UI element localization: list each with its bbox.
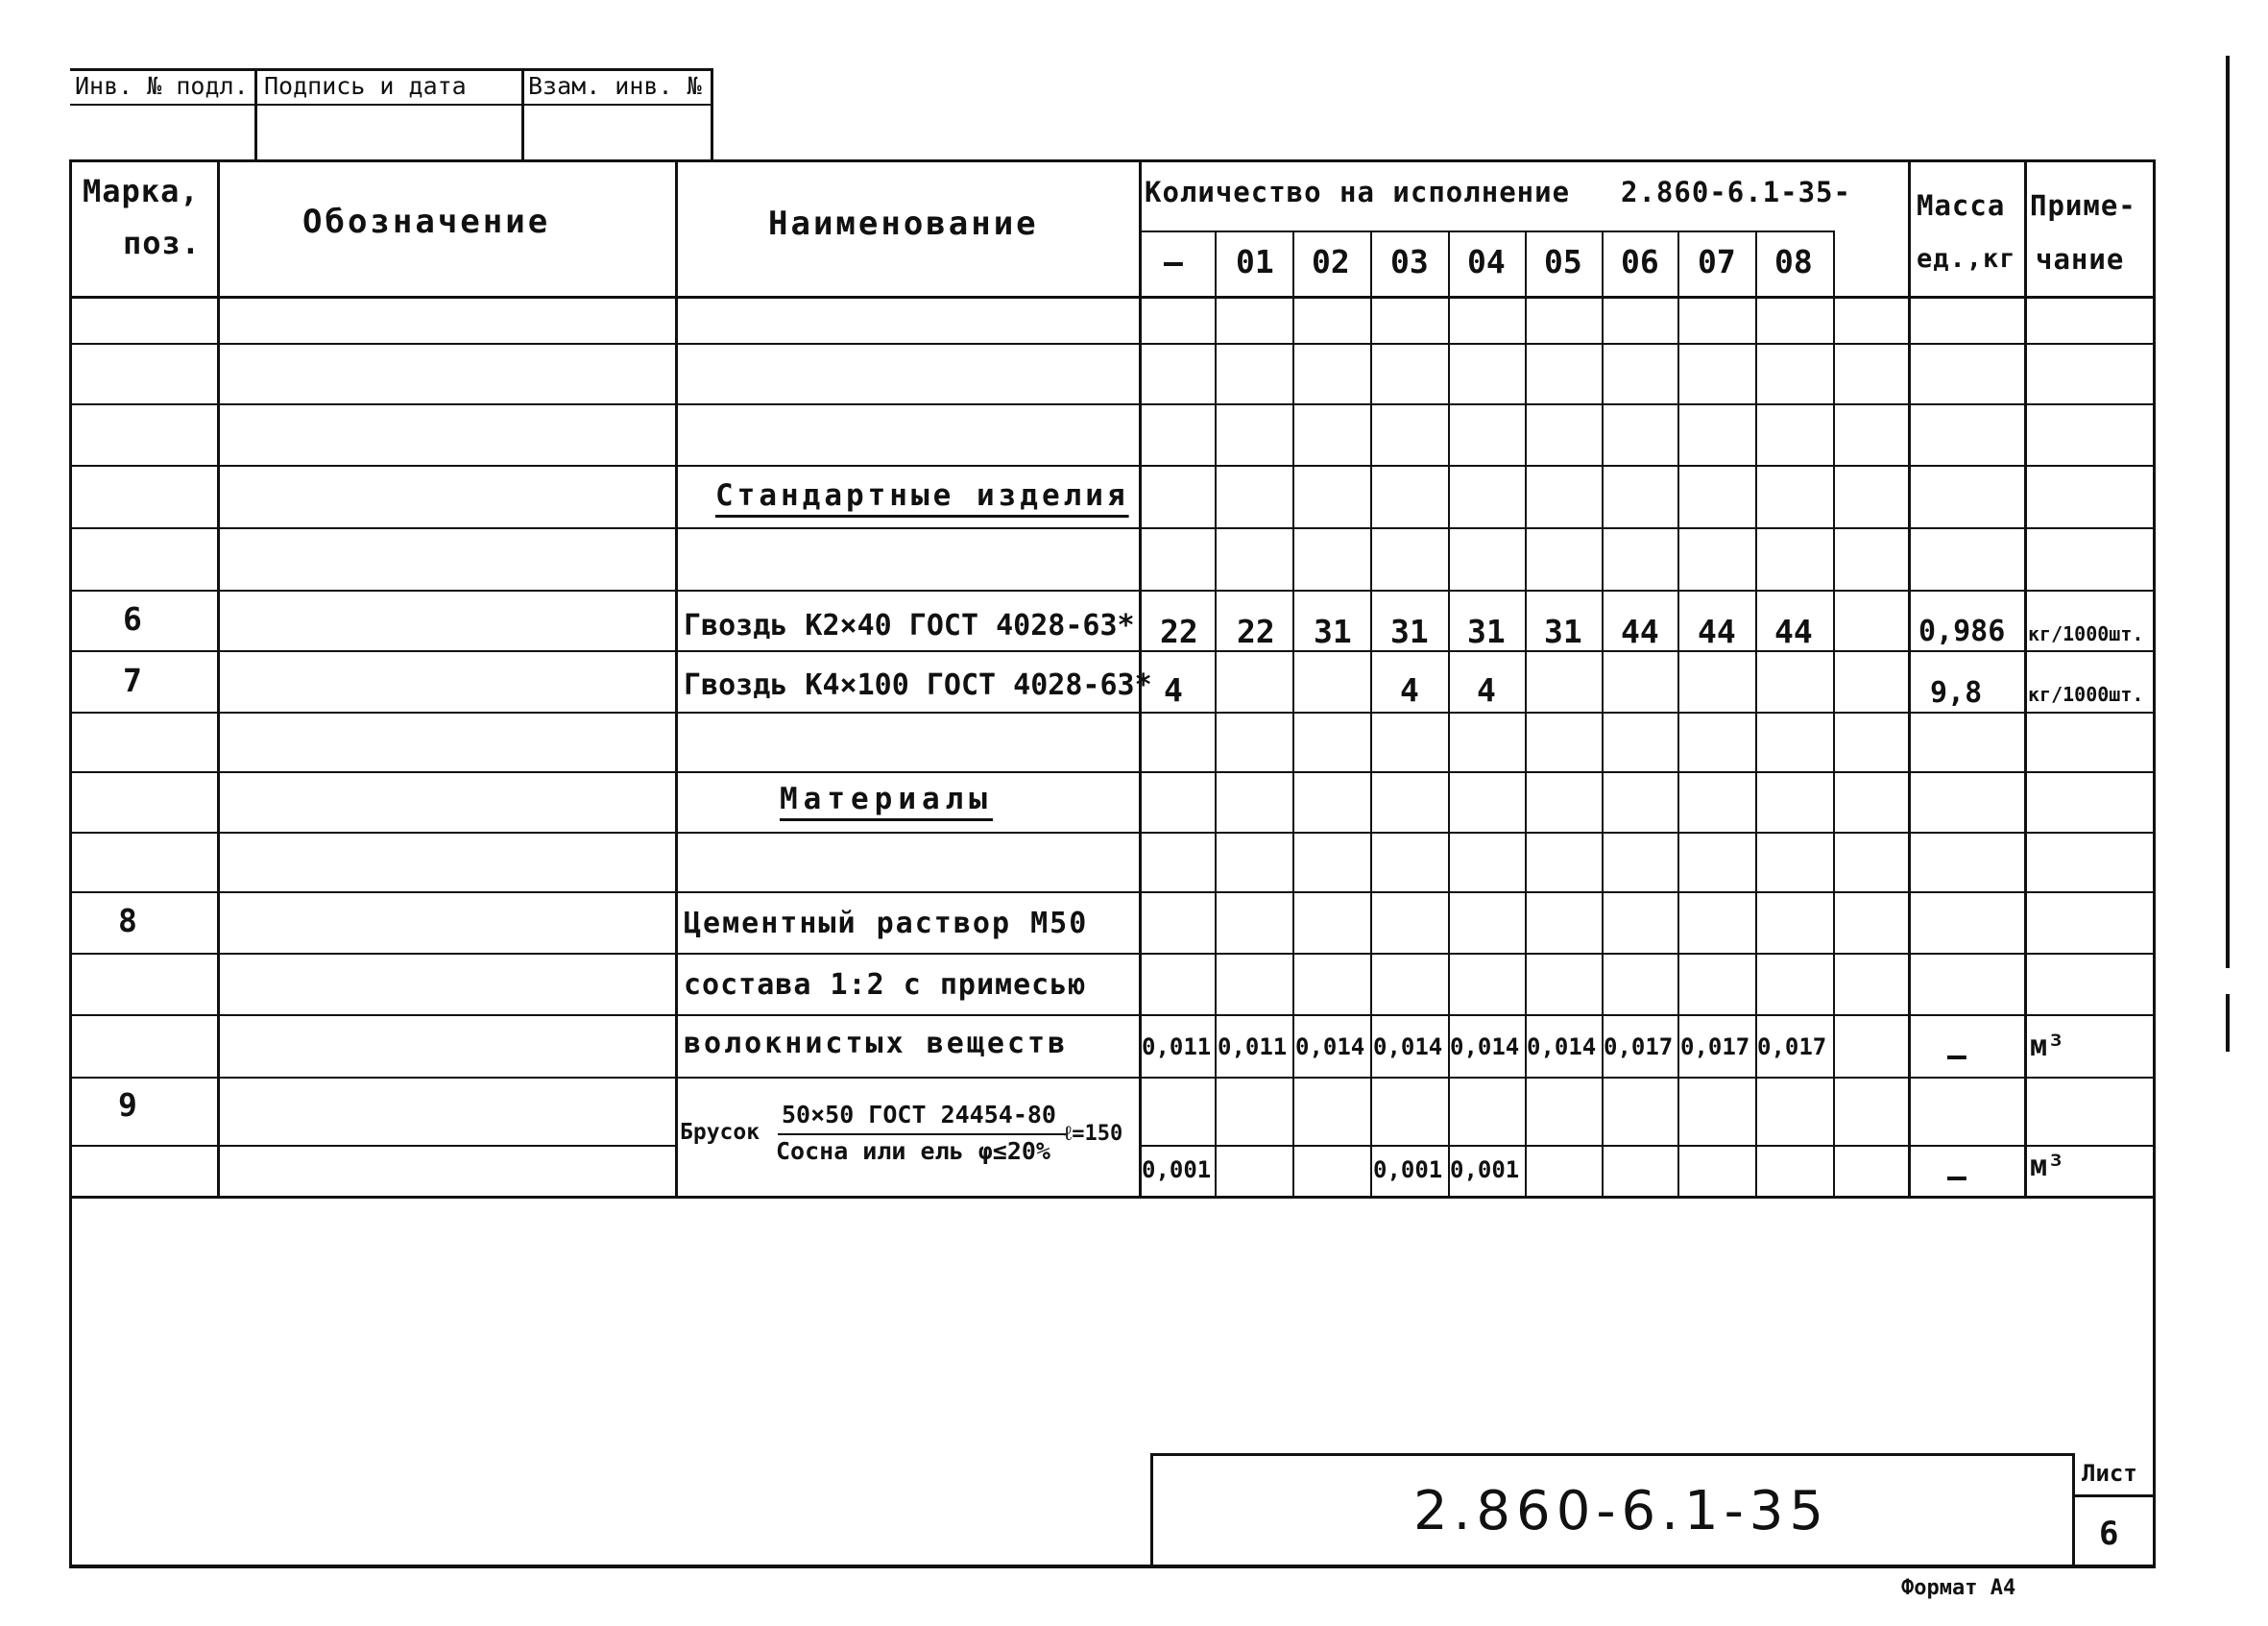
row9-numerator: 50×50 ГОСТ 24454-80 [782,1101,1056,1128]
row9-note: м³ [2030,1150,2065,1183]
row7-q: 4 [1164,671,1183,709]
row6-note: кг/1000шт. [2028,622,2144,645]
title-block-code: 2.860-6.1-35 [1413,1480,1830,1542]
row9-denominator: Сосна или ель φ≤20% [776,1137,1050,1165]
row8-mark: 8 [118,902,137,939]
variant-header: 07 [1698,243,1736,280]
header-ispolnenie-code: 2.860-6.1-35- [1621,176,1851,208]
row9-suffix: ℓ=150 [1064,1122,1123,1146]
header-oboznachenie: Обозначение [302,203,551,241]
row9-q: 0,001 [1450,1156,1520,1183]
stamp-sign-label: Подпись и дата [264,72,467,100]
row6-q: 22 [1237,613,1275,650]
row8-q: 0,017 [1604,1033,1674,1060]
row8-mass: — [1947,1036,1966,1074]
row6-mass: 0,986 [1918,615,2006,648]
variant-header: 06 [1621,243,1659,280]
row8-q: 0,014 [1527,1033,1597,1060]
row7-q: 4 [1400,671,1419,709]
stamp-inv-label: Инв. № подл. [75,72,249,100]
row6-q: 44 [1774,613,1813,650]
sheet-label: Лист [2082,1460,2137,1487]
variant-header: 03 [1390,243,1429,280]
row8-name-line2: состава 1:2 с примесью [684,968,1087,1002]
row9-q: 0,001 [1373,1156,1443,1183]
variant-header: 02 [1312,243,1350,280]
header-massa-unit: ед.,кг [1917,244,2016,274]
row8-q: 0,011 [1218,1033,1288,1060]
row7-mass: 9,8 [1930,676,1983,710]
row8-note: м³ [2030,1030,2065,1063]
row8-q: 0,014 [1450,1033,1520,1060]
variant-header: 08 [1774,243,1813,280]
header-chanie: чание [2036,243,2125,276]
header-massa: Масса [1917,189,2006,222]
row6-q: 31 [1314,613,1352,650]
row6-q: 31 [1390,613,1429,650]
row8-q: 0,017 [1757,1033,1827,1060]
row6-q: 22 [1160,613,1198,650]
row9-q: 0,001 [1142,1156,1212,1183]
row9-mark: 9 [118,1086,137,1124]
stamp-vzam-label: Взам. инв. № [528,72,702,100]
sheet-number: 6 [2099,1515,2119,1553]
row9-prefix: Брусок [680,1120,760,1145]
row6-q: 44 [1698,613,1736,650]
row8-q: 0,014 [1373,1033,1443,1060]
row6-q: 31 [1467,613,1506,650]
row6-q: 31 [1544,613,1582,650]
header-kolichestvo: Количество на исполнение [1145,176,1571,208]
header-poz: поз. [123,225,202,261]
row9-mass: — [1947,1157,1966,1195]
section-materials: Материалы [780,782,993,816]
row7-name: Гвоздь К4×100 ГОСТ 4028-63* [684,668,1152,702]
row6-mark: 6 [123,600,142,638]
row7-q: 4 [1477,671,1496,709]
row6-name: Гвоздь К2×40 ГОСТ 4028-63* [684,609,1135,643]
variant-header: — [1164,243,1183,280]
row8-name-line1: Цементный раствор М50 [684,907,1089,940]
row6-q: 44 [1621,613,1659,650]
header-naimenovanie: Наименование [768,205,1039,243]
row8-q: 0,014 [1295,1033,1365,1060]
format-label: Формат А4 [1901,1576,2016,1600]
row8-q: 0,011 [1142,1033,1212,1060]
row8-q: 0,017 [1680,1033,1750,1060]
variant-header: 04 [1467,243,1506,280]
section-standard-items: Стандартные изделия [715,478,1129,513]
variant-header: 01 [1236,243,1274,280]
variant-header: 05 [1544,243,1582,280]
row7-mark: 7 [123,662,142,699]
row8-name-line3: волокнистых веществ [684,1027,1069,1060]
header-prime: Приме- [2030,189,2136,222]
header-marka: Марка, [83,173,200,209]
row7-note: кг/1000шт. [2028,683,2144,706]
